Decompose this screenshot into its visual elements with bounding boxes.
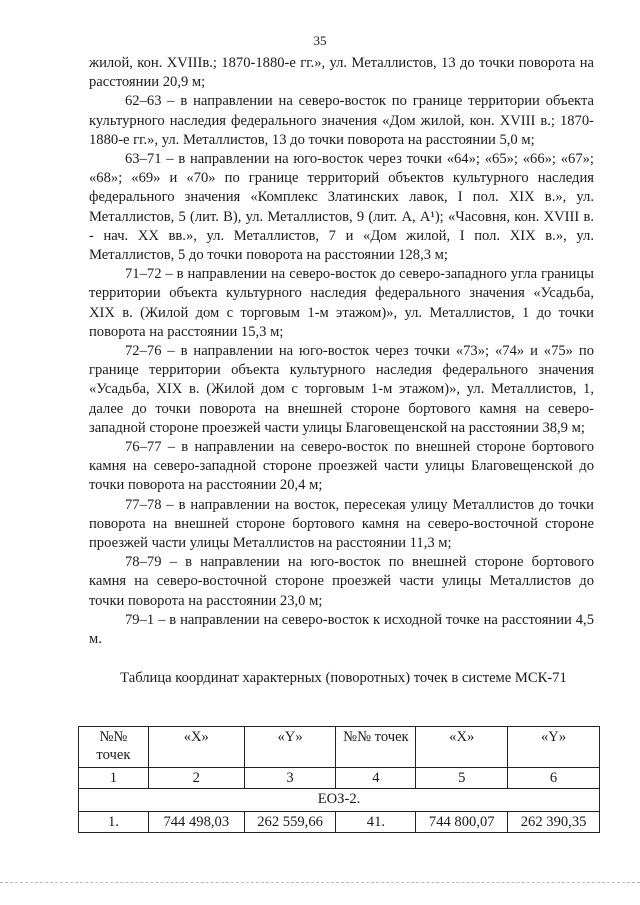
paragraph: 76–77 – в направлении на северо-восток по внешней стороне бортового камня на северо-западной стороне проезжей части улицы Благовещенской до точки поворота на расстоянии 20,4 м;: [89, 439, 594, 494]
coordinates-table: [78, 726, 600, 833]
scan-edge-artifact: [0, 882, 640, 887]
table-caption: Таблица координат характерных (поворотных) точек в системе МСК-71: [120, 670, 567, 687]
table-cell: 41.: [336, 812, 416, 833]
table-header-cell: «X»: [148, 727, 244, 768]
table-header-row: [79, 727, 600, 768]
paragraph: 77–78 – в направлении на восток, пересекая улицу Металлистов до точки поворота на внешней стороне бортового камня на северо-восточной стороне проезжей части улицы Металлистов на расстоянии 11,3 м;: [89, 496, 594, 552]
paragraph: 72–76 – в направлении на юго-восток через точки «73»; «74» и «75» по границе территории объекта культурного наследия федерального значения «Усадьба, XIX в. (Жилой дом с торговым 1-м этажом)», ул. Металлистов, 1, далее до точки поворота на внешней стороне бортового камня на северо-западной стороне проезжей части улицы Благовещенской на расстоянии 38,9 м;: [89, 343, 594, 436]
column-number-cell: 1: [79, 768, 149, 789]
paragraph: 78–79 – в направлении на юго-восток по внешней стороне бортового камня на северо-восточной стороне проезжей части улицы Металлистов до точки поворота на расстоянии 23,0 м;: [89, 554, 594, 609]
column-number-row: [79, 768, 600, 789]
table-cell: 744 800,07: [416, 812, 508, 833]
column-number-cell: 3: [244, 768, 336, 789]
paragraph: жилой, кон. XVIIIв.; 1870-1880-е гг.», ул. Металлистов, 13 до точки поворота на расстоянии 20,9 м;: [89, 55, 594, 91]
table-header-cell: №№ точек: [79, 727, 149, 768]
table-cell: 262 390,35: [508, 812, 600, 833]
document-body: [89, 54, 594, 689]
column-number-cell: 5: [416, 768, 508, 789]
paragraph: 79–1 – в направлении на северо-восток к исходной точке на расстоянии 4,5 м.: [89, 611, 594, 648]
table-header-cell: «Y»: [244, 727, 336, 768]
table-header-cell: №№ точек: [336, 727, 416, 768]
paragraph: 71–72 – в направлении на северо-восток до северо-западного угла границы территории объекта культурного наследия федерального значения «Усадьба, XIX в. (Жилой дом с торговым 1-м этажом)», ул. Металлистов, 1 до точки поворота на расстоянии 15,3 м;: [89, 266, 594, 340]
column-number-cell: 2: [148, 768, 244, 789]
table-header-cell: «Y»: [508, 727, 600, 768]
table-group-row: [79, 789, 600, 812]
table-cell: 1.: [79, 812, 149, 833]
table-header-cell: «X»: [416, 727, 508, 768]
page-number: 35: [313, 33, 327, 48]
column-number-cell: 4: [336, 768, 416, 789]
table-cell: 262 559,66: [244, 812, 336, 833]
table-row: [79, 812, 600, 833]
column-number-cell: 6: [508, 768, 600, 789]
paragraph: 63–71 – в направлении на юго-восток через точки «64»; «65»; «66»; «67»; «68»; «69» и «70» по границе территорий объектов культурного наследия федерального значения «Комплекс Златинских лавок, I пол. XIX в.», ул. Металлистов, 5 (лит. В), ул. Металлистов, 9 (лит. А, А¹); «Часовня, кон. XVIII в. - нач. XX вв.», ул. Металлистов, 7 и «Дом жилой, I пол. XIX в.», ул. Металлистов, 5 до точки поворота на расстоянии 128,3 м;: [89, 151, 594, 264]
table-cell: 744 498,03: [148, 812, 244, 833]
paragraph: 62–63 – в направлении на северо-восток по границе территории объекта культурного наследия федерального значения «Дом жилой, кон. XVIII в.; 1870-1880-е гг.», ул. Металлистов, 13 до точки поворота на расстоянии 5,0 м;: [89, 93, 594, 148]
table-group-label: ЕОЗ-2.: [79, 789, 600, 812]
